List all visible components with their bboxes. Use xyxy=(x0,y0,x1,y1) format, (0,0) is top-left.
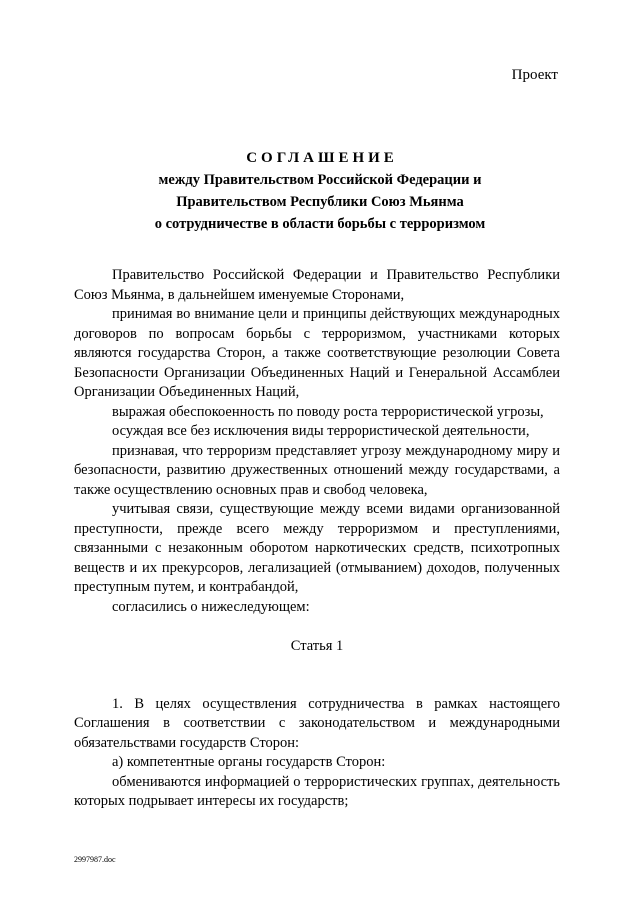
document-subtitle-line-1: между Правительством Российской Федерации и xyxy=(158,172,482,188)
document-subtitle-line-3: о сотрудничестве в области борьбы с терроризмом xyxy=(154,216,486,232)
file-name-footer: 2997987.doc xyxy=(74,855,116,864)
preamble-paragraph: согласились о нижеследующем: xyxy=(112,598,310,615)
draft-stamp: Проект xyxy=(511,67,558,83)
document-title-block xyxy=(0,149,640,234)
preamble-paragraph: признавая, что терроризм представляет угрозу международному миру и безопасности, развитию дружественных отношений между государствами, а также осуществлению основных прав и свобод человека, xyxy=(74,442,560,498)
document-title: СОГЛАШЕНИЕ xyxy=(246,150,398,166)
document-subtitle-line-2: Правительством Республики Союз Мьянма xyxy=(176,194,464,210)
article-heading: Статья 1 xyxy=(290,638,344,654)
article-paragraph: обмениваются информацией о террористических группах, деятельность которых подрывает интересы их государств; xyxy=(74,773,560,809)
preamble-paragraph: учитывая связи, существующие между всеми видами организованной преступности, прежде всего между терроризмом и преступлениями, связанными с незаконным оборотом наркотических средств, психотропных веществ и их прекурсоров, легализацией (отмыванием) доходов, полученных преступным путем, и контрабандой, xyxy=(74,501,560,595)
article-paragraph: 1. В целях осуществления сотрудничества в рамках настоящего Соглашения в соответствии с законодательством и международными обязательствами государств Сторон: xyxy=(74,695,560,751)
document-body xyxy=(74,266,560,812)
article-paragraph: а) компетентные органы государств Сторон: xyxy=(112,754,386,770)
preamble-paragraph: принимая во внимание цели и принципы действующих международных договоров по вопросам борьбы с терроризмом, участниками которых являются государства Сторон, а также соответствующие резолюции Совета Безопасности Организации Объединенных Наций и Генеральной Ассамблеи Организации Объединенных Наций, xyxy=(74,306,560,400)
preamble-paragraph: осуждая все без исключения виды террористической деятельности, xyxy=(112,423,530,439)
preamble-paragraph: выражая обеспокоенность по поводу роста террористической угрозы, xyxy=(112,403,544,420)
preamble-paragraph: Правительство Российской Федерации и Правительство Республики Союз Мьянма, в дальнейшем именуемые Сторонами, xyxy=(74,267,560,303)
